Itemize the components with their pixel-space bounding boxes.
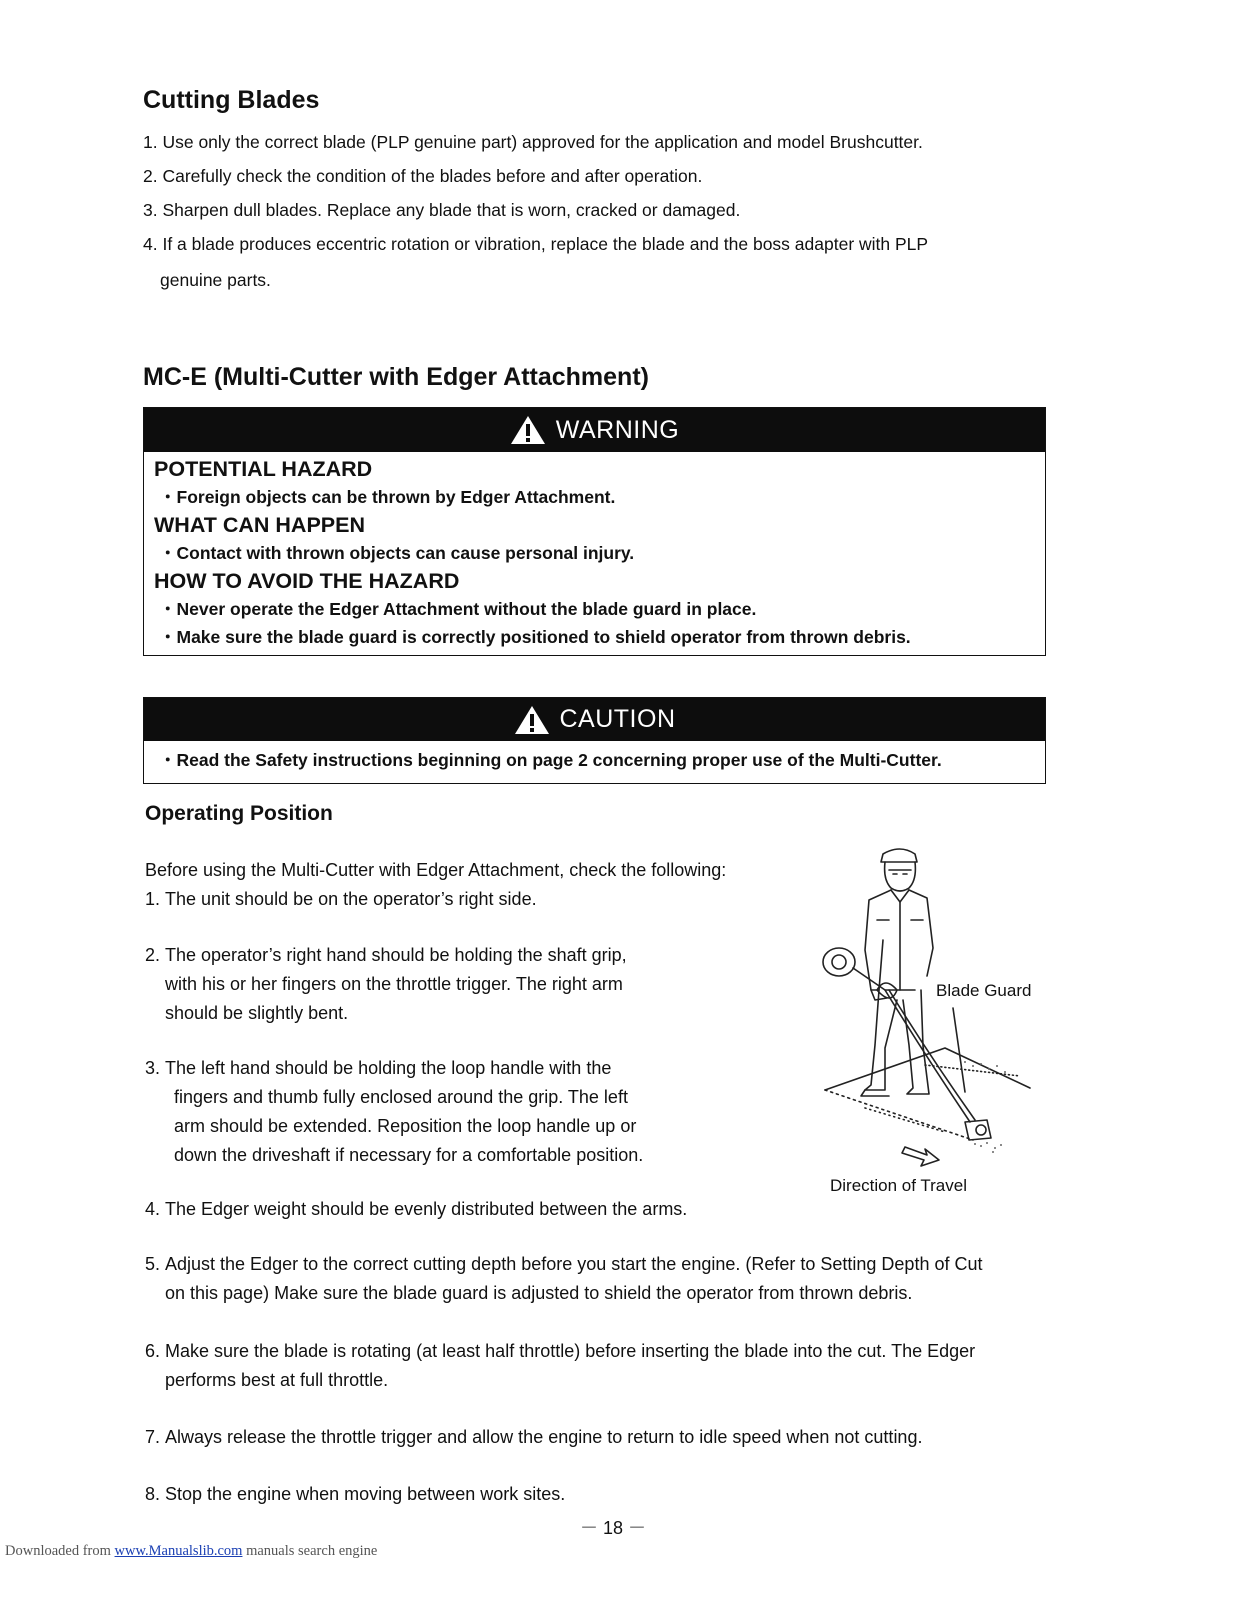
step-text: with his or her fingers on the throttle trigger. The right arm bbox=[165, 974, 623, 994]
step-text: Make sure the blade is rotating (at least half throttle) before inserting the blade into the cut. The Edger bbox=[165, 1341, 976, 1361]
list-item bbox=[145, 1480, 565, 1509]
operating-step-7 bbox=[145, 1423, 922, 1452]
warning-box bbox=[143, 407, 1046, 656]
list-item: 2. Carefully check the condition of the blades before and after operation. bbox=[143, 166, 703, 186]
operating-step-5 bbox=[145, 1250, 982, 1308]
warning-triangle-icon bbox=[510, 415, 546, 445]
step-number: 6. bbox=[145, 1341, 161, 1361]
list-item-continuation: genuine parts. bbox=[160, 270, 271, 290]
step-text: The left hand should be holding the loop handle with the bbox=[165, 1058, 612, 1078]
operating-intro: Before using the Multi-Cutter with Edger Attachment, check the following: bbox=[145, 860, 727, 880]
direction-of-travel-label: Direction of Travel bbox=[830, 1176, 967, 1195]
step-text: arm should be extended. Reposition the loop handle up or bbox=[174, 1116, 637, 1136]
step-number: 7. bbox=[145, 1427, 161, 1447]
operator-edger-illustration bbox=[805, 840, 1050, 1200]
list-item: 1. Use only the correct blade (PLP genuine part) approved for the application and model Brushcutter. bbox=[143, 132, 923, 152]
warning-bar bbox=[144, 408, 1045, 452]
list-item: 3. Sharpen dull blades. Replace any blade that is worn, cracked or damaged. bbox=[143, 200, 741, 220]
list-item bbox=[145, 941, 627, 1028]
operating-step-2 bbox=[145, 941, 627, 1028]
step-number: 1. bbox=[145, 889, 161, 909]
list-item bbox=[145, 1195, 687, 1224]
step-text: fingers and thumb fully enclosed around the grip. The left bbox=[174, 1087, 628, 1107]
step-number: 2. bbox=[145, 945, 161, 965]
step-text: The unit should be on the operator’s right side. bbox=[165, 889, 537, 909]
operator-figure-drawing bbox=[805, 840, 1050, 1200]
warning-title: WARNING bbox=[555, 415, 680, 444]
step-number: 3. bbox=[145, 1058, 161, 1078]
page-number: － 18 － bbox=[580, 1518, 647, 1538]
list-item bbox=[145, 1337, 975, 1395]
caution-title: CAUTION bbox=[559, 705, 676, 733]
list-item bbox=[145, 1054, 643, 1170]
what-can-happen-label: WHAT CAN HAPPEN bbox=[154, 513, 366, 537]
footer bbox=[5, 1543, 377, 1560]
list-item bbox=[145, 885, 537, 914]
step-text: Always release the throttle trigger and allow the engine to return to idle speed when not cutting. bbox=[165, 1427, 923, 1447]
list-item bbox=[143, 231, 1043, 293]
footer-prefix: Downloaded from bbox=[5, 1543, 115, 1559]
list-item bbox=[145, 1250, 982, 1308]
operating-step-3 bbox=[145, 1054, 643, 1170]
potential-hazard-text: ・Foreign objects can be thrown by Edger Attachment. bbox=[159, 487, 616, 507]
step-text: down the driveshaft if necessary for a comfortable position. bbox=[174, 1145, 644, 1165]
list-item bbox=[145, 1423, 922, 1452]
step-text: Adjust the Edger to the correct cutting depth before you start the engine. (Refer to Setting Depth of Cut bbox=[165, 1254, 983, 1274]
how-to-avoid-text: ・Make sure the blade guard is correctly positioned to shield operator from thrown debris. bbox=[159, 627, 911, 647]
step-number: 8. bbox=[145, 1484, 161, 1504]
caution-box bbox=[143, 697, 1046, 784]
operating-step-1 bbox=[145, 885, 537, 914]
caution-bar bbox=[144, 698, 1045, 741]
footer-suffix: manuals search engine bbox=[242, 1543, 378, 1559]
cutting-blades-list bbox=[143, 129, 1043, 293]
what-can-happen-text: ・Contact with thrown objects can cause personal injury. bbox=[159, 543, 635, 563]
step-text: should be slightly bent. bbox=[165, 1003, 349, 1023]
operating-step-6 bbox=[145, 1337, 975, 1395]
step-text: Stop the engine when moving between work sites. bbox=[165, 1484, 566, 1504]
section-title-cutting-blades: Cutting Blades bbox=[143, 86, 320, 114]
step-text: on this page) Make sure the blade guard is adjusted to shield the operator from thrown debris. bbox=[165, 1283, 913, 1303]
step-text: The Edger weight should be evenly distributed between the arms. bbox=[165, 1199, 688, 1219]
section-title-mce: MC-E (Multi-Cutter with Edger Attachment) bbox=[143, 363, 649, 391]
section-title-operating-position: Operating Position bbox=[145, 802, 333, 825]
manualslib-link[interactable]: www.Manualslib.com bbox=[114, 1543, 243, 1559]
how-to-avoid-label: HOW TO AVOID THE HAZARD bbox=[154, 569, 460, 593]
warning-body bbox=[144, 452, 1045, 651]
how-to-avoid-text: ・Never operate the Edger Attachment without the blade guard in place. bbox=[159, 599, 757, 619]
step-number: 4. bbox=[145, 1199, 161, 1219]
potential-hazard-label: POTENTIAL HAZARD bbox=[154, 457, 373, 481]
blade-guard-label: Blade Guard bbox=[936, 981, 1032, 1000]
step-number: 5. bbox=[145, 1254, 161, 1274]
list-item-text: 4. If a blade produces eccentric rotation or vibration, replace the blade and the boss adapter with PLP bbox=[143, 234, 929, 254]
warning-triangle-icon bbox=[514, 705, 550, 735]
operating-step-4 bbox=[145, 1195, 687, 1224]
operating-step-8 bbox=[145, 1480, 565, 1509]
step-text: performs best at full throttle. bbox=[165, 1370, 389, 1390]
step-text: The operator’s right hand should be holding the shaft grip, bbox=[165, 945, 627, 965]
caution-text: ・Read the Safety instructions beginning on page 2 concerning proper use of the Multi-Cutter. bbox=[159, 750, 942, 770]
